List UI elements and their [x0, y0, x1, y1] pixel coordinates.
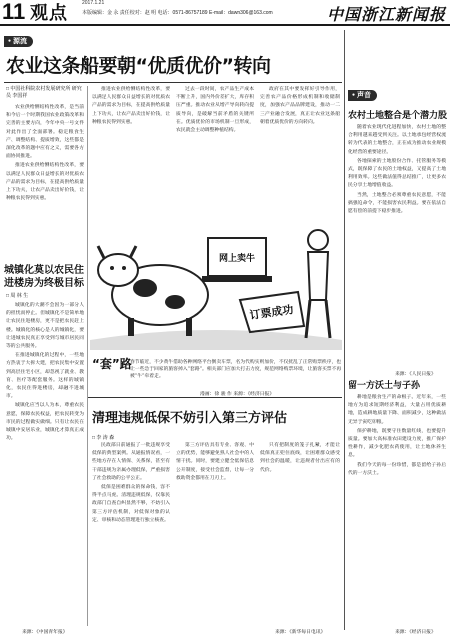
paragraph: 耕地是粮食生产的命根子。近年来，一些地方为追求短期经济利益，大量占用优质耕地，造成耕地质量下降、面积减少，这种做法无异于寅吃卯粮。	[348, 395, 446, 425]
second-source: 来源：《新华每日电讯》	[275, 630, 326, 635]
section-tag-shengyin: ● 声音	[348, 90, 377, 101]
main-article-column-3	[176, 86, 254, 198]
cow-illustration	[98, 246, 208, 336]
side-source: 来源：《中国青年报》	[22, 630, 68, 635]
paragraph: 我们今天的每一份珍惜，都是留给子孙后代的一方沃土。	[348, 462, 446, 476]
paragraph: 推进农业供给侧结构性改革，要以满足人民群众日益增长的对优质农产品的需求为目标，在提高供给质量上下功夫，让农产品卖出好价钱，让种粮农民得到实惠。	[92, 87, 170, 125]
column-rule	[344, 30, 345, 630]
section-divider	[88, 397, 342, 398]
cartoon-caption: 春节临近，不少黄牛借助各种网络平台倒卖车票，名为代购实则加价，不仅扰乱了正常购票秩序，也让一些急于回家的旅客掉入“套路”。相关部门应加大打击力度，规范网络购票环境，让旅客买票不再被“牛”牵着走。	[130, 360, 342, 379]
second-headline: 清理违规低保不妨引入第三方评估	[92, 411, 288, 426]
paragraph: 城镇化应当以人为本，尊重农民意愿，保障农民权益，把农民转变为市民的过程做实做细。只有让农民在城镇中安居乐业，城镇化才算真正成功。	[6, 403, 84, 442]
side-headline: 城镇化莫以农民住进楼房为终极目标	[4, 265, 84, 289]
main-article-column-2	[92, 86, 170, 198]
column-rule	[87, 86, 88, 626]
paper-name: 中国浙江新闻报	[326, 5, 446, 24]
cartoon-credit: 漫画：徐 骏 作 来源：《经济日报》	[200, 392, 275, 397]
second-article-column-3	[260, 442, 340, 622]
main-article-column-4	[260, 86, 340, 198]
right-article-1	[348, 124, 446, 368]
cartoon-speech: 订票成功	[248, 303, 295, 323]
section-title: 观点	[30, 3, 68, 23]
person-illustration	[306, 230, 330, 338]
editorial-cartoon	[90, 200, 342, 350]
second-article-column-2	[176, 442, 254, 628]
headline-divider	[4, 82, 342, 83]
right-headline-1: 农村土地整合是个潜力股	[348, 111, 448, 121]
paragraph: 只有把制度的笼子扎紧，才能让低保真正兜住底线，让困难群众感受到社会的温暖，让违规者付出应有的代价。	[260, 443, 340, 473]
right-source-2: 来源：《经济日报》	[395, 630, 436, 635]
side-article-column	[6, 302, 84, 624]
second-article-column-1	[92, 442, 170, 628]
paragraph: 城镇化的大潮不会因为一部分人的担忧而停止。但城镇化不是简单地让农民住进楼房，更不是把农民赶上楼。城镇化的核心是人的城镇化，要让进城农民真正享受到与城市居民同等的公共服务。	[6, 303, 84, 350]
main-article-column-1	[6, 104, 84, 254]
paragraph: 第三方评估具有专业、客观、中立的优势，能够避免熟人社会中的人情干扰。同时，要建立健全低保信息公开制度，接受社会监督，让每一分救助资金都用在刀刃上。	[176, 443, 254, 481]
paragraph: 当然，土地整合必须尊重农民意愿，不能搞强迫命令，不能损害农民利益。要在依法自愿有偿的前提下稳步推进。	[348, 192, 446, 215]
side-byline: □ 周 林 生	[6, 293, 29, 299]
section-tag-yuanliu: ● 源流	[4, 36, 33, 47]
main-byline: □ 中国社科院农村发展研究所 研究员 李国祥	[6, 86, 82, 99]
paragraph: 政府在其中要发挥好引导作用，完善农产品价格形成机制和收储制度，加强农产品品牌建设，推动一二三产业融合发展，真正让农业这条船朝着优质优价的方向转向。	[260, 87, 340, 125]
editor-contact-line: 本版编辑：金 永 责任校对：赵 明 电话：0571-86757189 E-mail：dawn306@163.com	[82, 10, 273, 16]
cartoon-sign: 网上卖牛	[218, 254, 256, 264]
right-article-2	[348, 394, 446, 624]
cartoon-ground	[90, 330, 342, 350]
paragraph: 在推进城镇化的过程中，一些地方热衷于大拆大建，把农民集中安置到高层住宅小区，却忽视了就业、教育、医疗等配套服务。这样的城镇化，农民住得进楼房，却融不进城市。	[6, 353, 84, 400]
right-source-1: 来源：《人民日报》	[395, 372, 436, 377]
second-byline: □ 李 涛 森	[92, 435, 115, 441]
main-headline: 农业这条船要朝“优质优价”转向	[6, 55, 271, 77]
paragraph: 各地探索的土地股份合作、托管服务等模式，既保障了农民的土地权益，又提高了土地利用效率。这些做法值得总结推广，让更多农民分享土地增值收益。	[348, 158, 446, 189]
paragraph: 过去一段时间，农产品生产成本不断上升，国内外价差扩大，库存积压严重。推动农业从增产导向转向提质导向，是破解当前矛盾的关键所在。优质优价的市场机制一旦形成，农民就会主动调整种植结构。	[176, 87, 254, 134]
paragraph: 农业供给侧结构性改革，是当前和今后一个时期我国农业政策改革和完善的主要方向，今年中央一号文件对此作出了全面部署。稳定粮食生产、调整结构、提质增效，这些都是深化改革的题中应有之义，需要各方面协同推进。	[6, 105, 84, 160]
paragraph: 民政部日前通报了一批违规享受低保的典型案例。从通报情况看，一些地方存在人情保、关系保，甚至有干部违规为亲属办理低保，严重损害了社会救助的公平公正。	[92, 443, 170, 481]
paragraph: 随着农业现代化进程加快，农村土地的整合利用越来越受到关注。以土地承包经营权流转为代表的土地整合，正在成为推动农业规模化经营的重要途径。	[348, 125, 446, 155]
right-headline-2: 留一方沃土与子孙	[348, 381, 421, 391]
paragraph: 推进农业供给侧结构性改革，要以满足人民群众日益增长的对优质农产品的需求为目标，在提高供给质量上下功夫，让农产品卖出好价钱，让种粮农民得到实惠。	[6, 163, 84, 202]
paragraph: 保护耕地，既要守住数量红线，也要提升质量。要加大高标准农田建设力度，推广保护性耕作，减少化肥农药使用，让土地休养生息。	[348, 428, 446, 459]
page-number: 11	[2, 0, 26, 24]
cartoon-title: “套”路	[92, 357, 132, 371]
masthead	[0, 0, 450, 26]
issue-date: 2017.1.21	[82, 0, 105, 6]
paragraph: 低保是困难群众的保命钱，容不得半点马虎。清理违规低保，仅靠民政部门自查自纠显然不够，不妨引入第三方评估机制，对低保对象的认定、审核和动态管理进行独立核查。	[92, 485, 170, 523]
